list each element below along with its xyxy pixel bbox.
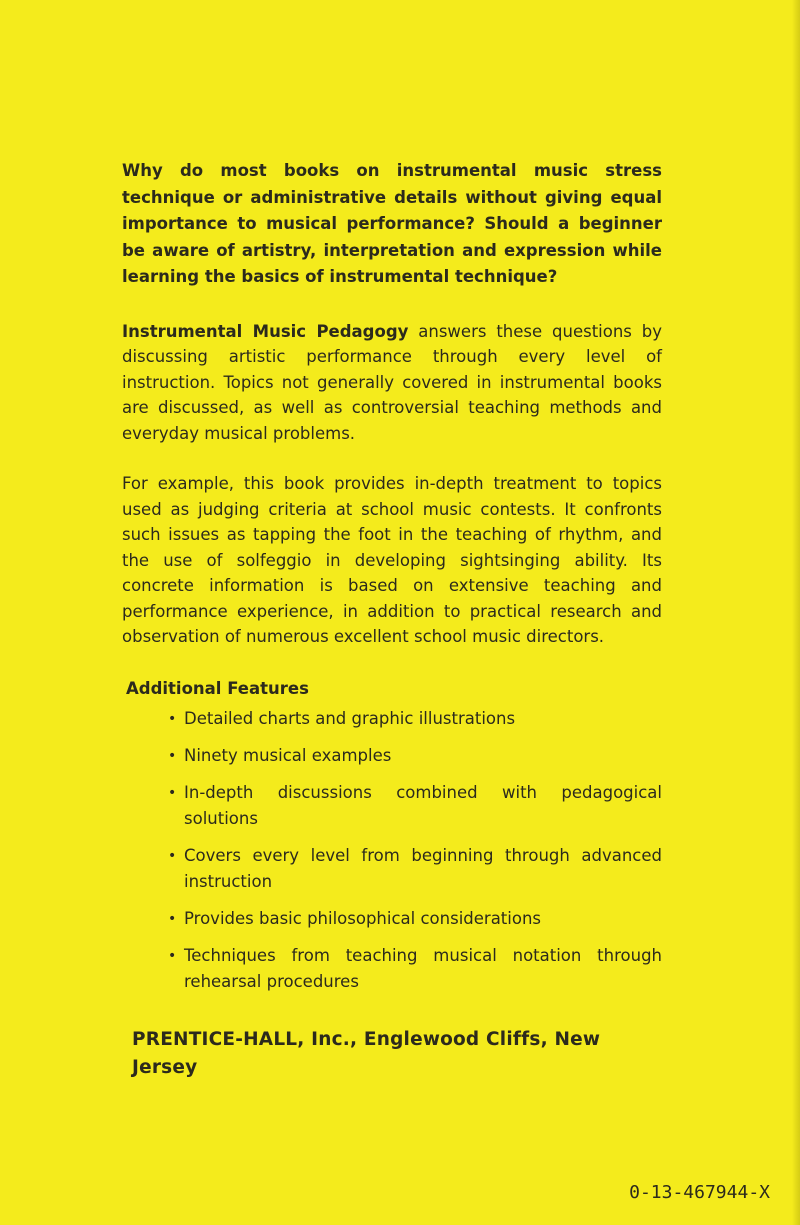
features-list: [122, 706, 662, 995]
list-item: [122, 743, 662, 769]
bullet-icon: •: [168, 784, 177, 801]
bullet-icon: •: [168, 847, 177, 864]
list-item: [122, 943, 662, 995]
description-text: answers these questions by discussing artistic performance through every level of instruction. Topics not generally covered in instrumental books are discussed, as well as controversial teaching methods and everyday musical problems.: [122, 321, 662, 443]
bullet-icon: •: [168, 947, 177, 964]
isbn-number: 0-13-467944-X: [629, 1182, 770, 1203]
publisher-imprint: PRENTICE-HALL, Inc., Englewood Cliffs, New Jersey: [132, 1029, 601, 1078]
bullet-icon: •: [168, 710, 177, 727]
feature-text: Detailed charts and graphic illustrations: [184, 708, 516, 728]
features-heading: Additional Features: [126, 678, 309, 698]
bullet-icon: •: [168, 910, 177, 927]
description-paragraph: [122, 319, 662, 447]
feature-text: In-depth discussions combined with pedagogical solutions: [184, 782, 662, 828]
bullet-icon: •: [168, 747, 177, 764]
book-title: Instrumental Music Pedagogy: [122, 321, 409, 341]
list-item: [122, 780, 662, 832]
example-paragraph: For example, this book provides in-depth treatment to topics used as judging criteria at school music contests. It confronts such issues as tapping the foot in the teaching of rhythm, and the use of solfeggio in developing sightsinging ability. Its concrete information is based on extensive teaching and performance experience, in addition to practical research and observation of numerous excellent school music directors.: [122, 474, 662, 646]
feature-text: Covers every level from beginning through advanced instruction: [184, 845, 662, 891]
lead-paragraph: Why do most books on instrumental music stress technique or administrative details without giving equal importance to musical performance? Should a beginner be aware of artistry, interpretation and expression while learning the basics of instrumental technique?: [122, 161, 662, 286]
feature-text: Provides basic philosophical considerations: [184, 908, 542, 928]
feature-text: Techniques from teaching musical notation through rehearsal procedures: [184, 945, 662, 991]
cover-edge-shadow: [792, 0, 800, 1225]
list-item: [122, 843, 662, 895]
list-item: [122, 906, 662, 932]
feature-text: Ninety musical examples: [184, 745, 392, 765]
cover-text-block: [122, 158, 662, 1006]
list-item: [122, 706, 662, 732]
